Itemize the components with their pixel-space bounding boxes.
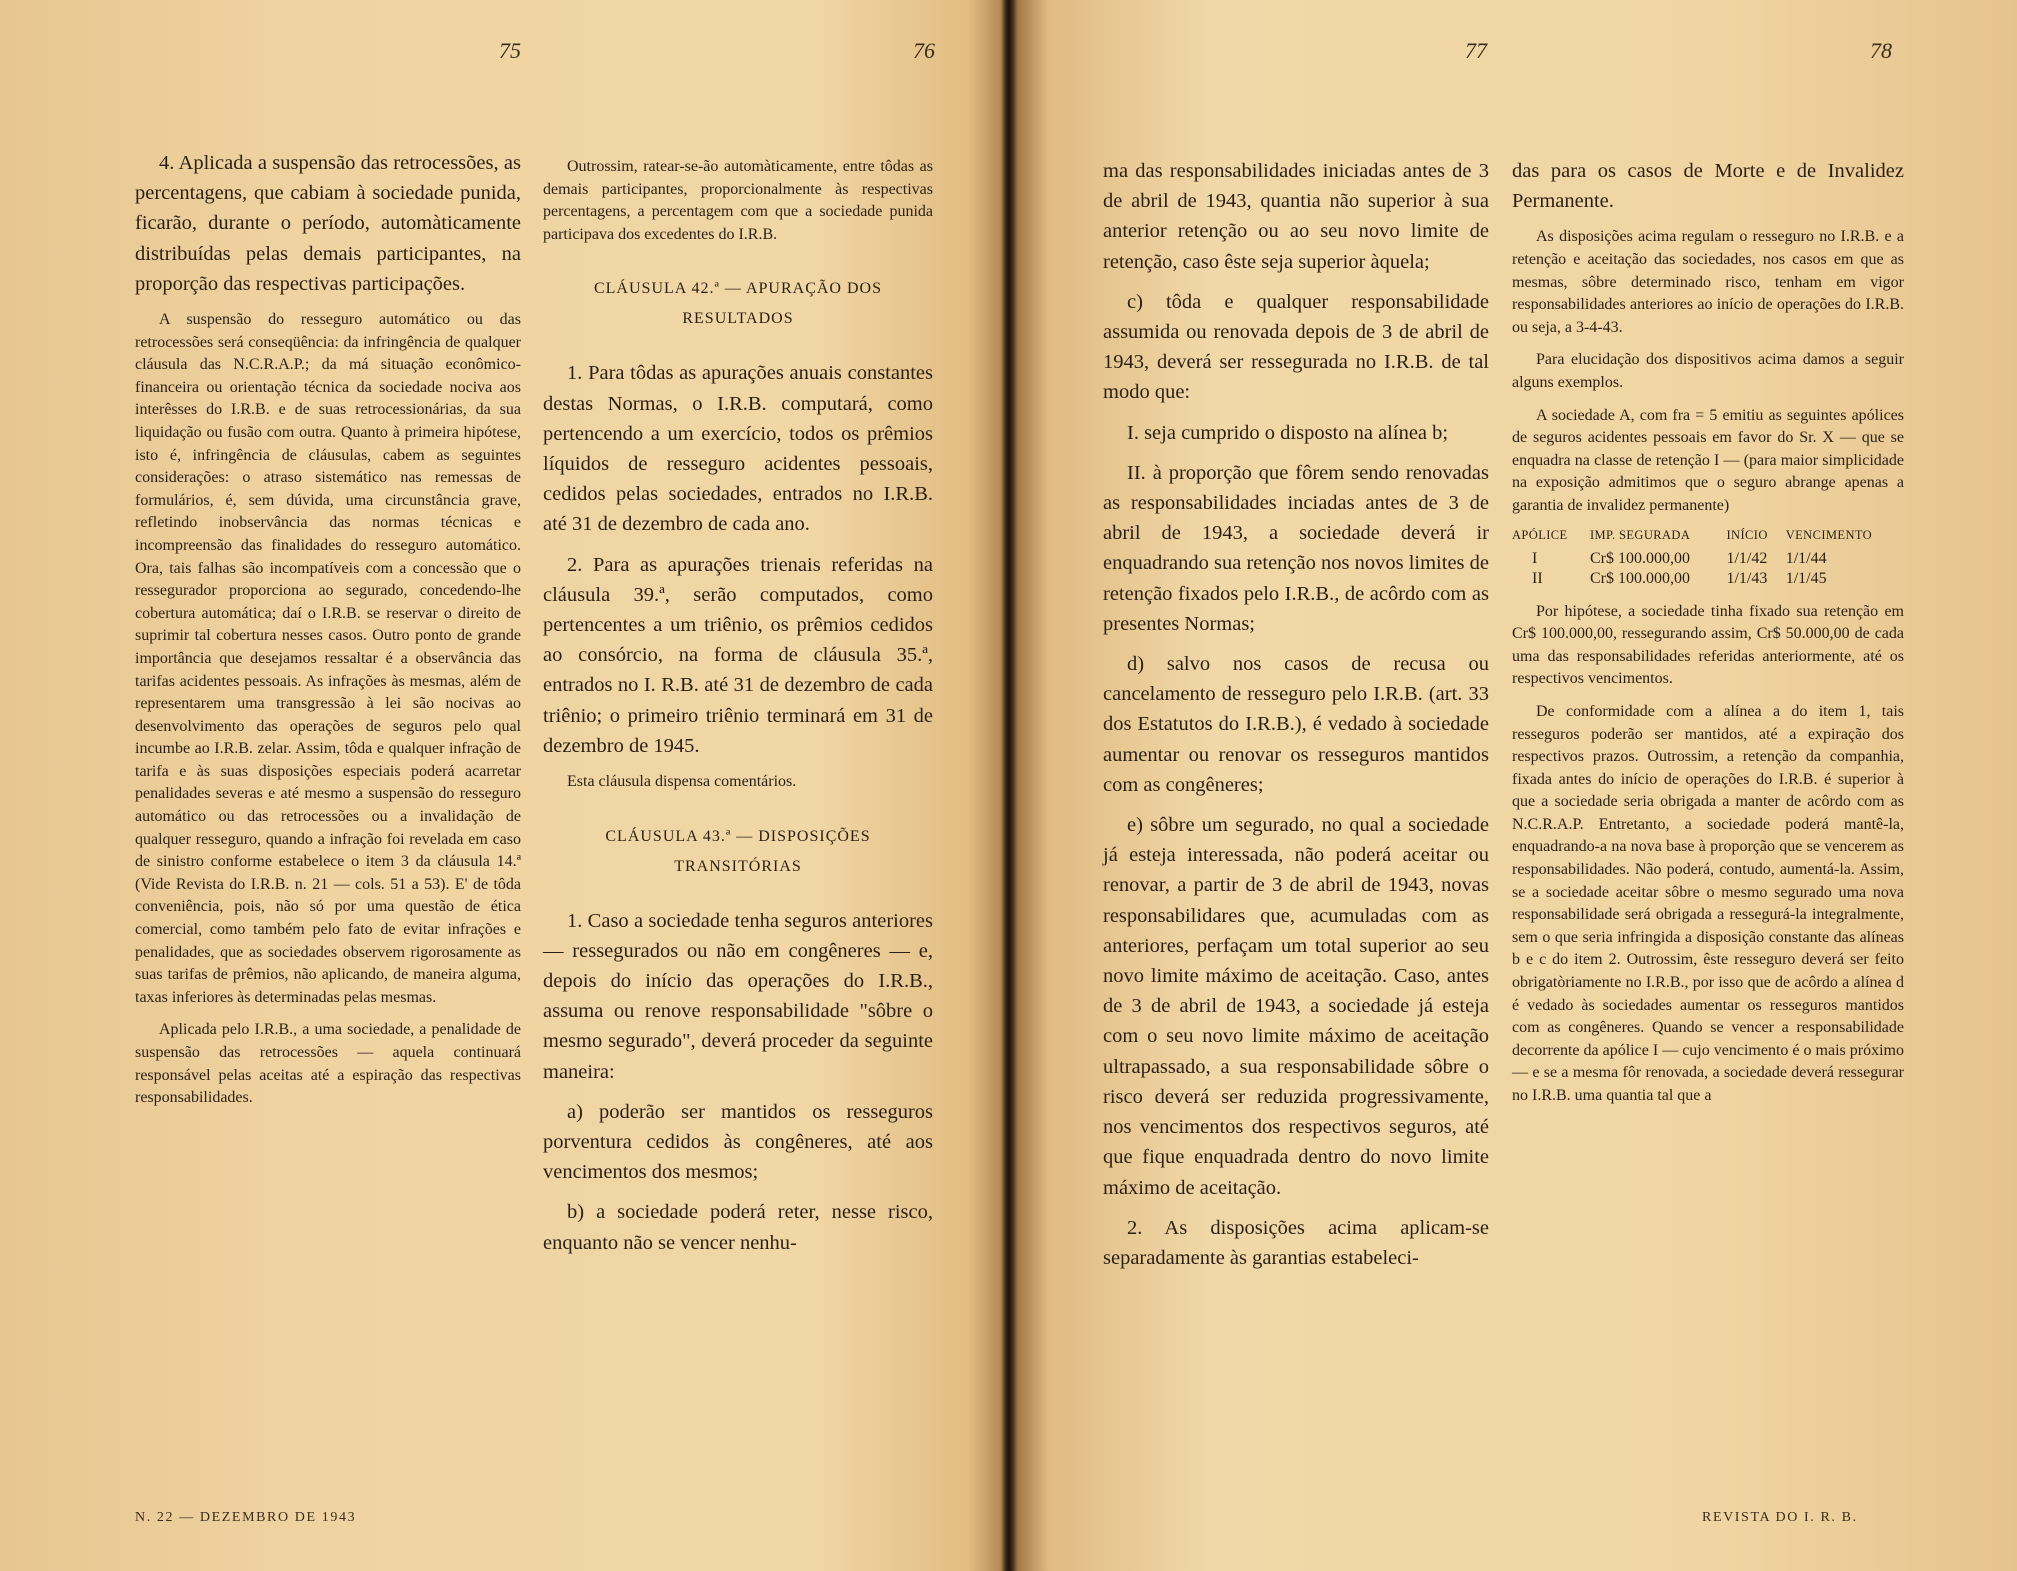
table-cell: II: [1532, 569, 1543, 587]
table-cell: Cr$ 100.000,00: [1589, 549, 1690, 567]
page77-roman-1: I. seja cumprido o disposto na alínea b;: [1127, 421, 1449, 444]
page-75-column: [135, 148, 521, 1120]
page-number-78: 78: [1870, 38, 1892, 63]
page-76-column: [543, 156, 933, 1268]
table-cell: Cr$ 100.000,00: [1589, 569, 1690, 587]
page75-comment1: A suspensão do resseguro automático ou das retrocessões será conseqüência: da infringência de qualquer cláusula das N.C.R.A.P.; da má situação econômico-financeira ou orientação técnica da sociedade nociva aos interêsses do I.R.B. e de suas retrocessionárias, da sua liquidação ou fusão com outra. Quanto à primeira hipótese, isto é, infringência de cláusulas, cabem as seguintes considerações: o atraso sistemático nas remessas de formulários, é, sem dúvida, uma circunstância grave, refletindo inobservância das normas técnicas e incompreensão das finalidades do resseguro automático. Ora, tais falhas são incompatíveis com a concessão que o ressegurador proporciona ao segurado, concedendo-lhe cobertura automática; daí o I.R.B. se reservar o direito de suprimir tal cobertura nesses casos. Outro ponto de grande importância que desejamos ressaltar é a observância das tarifas acidentes pessoais. As infrações às mesmas, além de representarem uma transgressão à lei são nocivas ao desenvolvimento das operações de seguros pelo qual incumbe ao I.R.B. zelar. Assim, tôda e qualquer infração de tarifa e às suas disposições especiais poderá acarretar penalidades severas e até mesmo a suspensão do resseguro automático ou das retrocessões ou a invalidação de qualquer resseguro, quando a infração foi revelada em caso de sinistro conforme estabelece o item 3 da cláusula 14.ª (Vide Revista do I.R.B. n. 21 — cols. 51 a 53). E' de tôda conveniência, pois, não só por uma questão de ética comercial, como também pelo fato de evitar infrações e penalidades, que as sociedades observem rigorosamente as suas tarifas de prêmios, não aplicando, de maneira alguma, taxas inferiores às determinadas pelas mesmas.: [135, 311, 521, 1006]
page76-intro: Outrossim, ratear-se-ão automàticamente, entre tôdas as demais participantes, proporcionalmente às respectivas percentagens, a percentagem com que a sociedade punida participava dos excedentes do I.R.B.: [543, 158, 933, 243]
policy-table-header-cell: APÓLICE: [1512, 527, 1568, 542]
page75-item4: 4. Aplicada a suspensão das retrocessões, as percentagens, que cabiam à sociedade punida, ficarão, durante o período, automàticamente distribuídas pelas demais participantes, na proporção das respectivas participações.: [135, 152, 521, 295]
page78-p1: As disposições acima regulam o resseguro no I.R.B. e a retenção e aceitação das sociedades, nos casos em que as mesmas, sôbre determinado risco, tenham em vigor responsabilidades anteriores ao início de operações do I.R.B. ou seja, a 3-4-43.: [1512, 228, 1904, 336]
clause43-a: a) poderão ser mantidos os resseguros porventura cedidos às congêneres, até aos vencimentos dos mesmos;: [543, 1100, 933, 1184]
clause43-item1: 1. Caso a sociedade tenha seguros anteriores — ressegurados ou não em congêneres — e, depois do início das operações do I.R.B., assuma ou renove responsabilidade "sôbre o mesmo segurado", deverá proceder da seguinte maneira:: [543, 909, 933, 1083]
clause-42-heading: [543, 274, 933, 334]
policy-table-header-cell: IMP. SEGURADA: [1589, 527, 1691, 542]
clause-43-heading: [543, 822, 933, 882]
table-cell: 1/1/42: [1726, 549, 1768, 567]
policy-table-header-cell: INÍCIO: [1726, 527, 1768, 542]
page-number-76: 76: [913, 38, 935, 63]
clause43-b: b) a sociedade poderá reter, nesse risco, enquanto não se vencer nenhu-: [543, 1201, 933, 1254]
page75-comment2: Aplicada pelo I.R.B., a uma sociedade, a penalidade de suspensão das retrocessões — aquela continuará responsável pelas aceitas até a espiração das respectivas responsabilidades.: [135, 1021, 521, 1107]
page78-continuation: das para os casos de Morte e de Invalidez Permanente.: [1512, 160, 1904, 213]
table-cell: I: [1532, 549, 1538, 567]
clause-43-heading-line1: CLÁUSULA 43.ª — DISPOSIÇÕES: [605, 827, 871, 845]
footer-right: REVISTA DO I. R. B.: [1702, 1510, 1858, 1525]
table-row: [1512, 549, 1904, 569]
clause-42-heading-line2: RESULTADOS: [682, 310, 794, 328]
table-cell: 1/1/44: [1785, 549, 1827, 567]
page78-p4: Por hipótese, a sociedade tinha fixado sua retenção em Cr$ 100.000,00, ressegurando assim, Cr$ 50.000,00 de cada uma das responsabilidades referidas anteriormente, até os respectivos vencimentos.: [1512, 602, 1904, 688]
table-cell: 1/1/43: [1726, 569, 1768, 587]
page-number-77: 77: [1465, 38, 1487, 63]
clause-42-heading-line1: CLÁUSULA 42.ª — APURAÇÃO DOS: [593, 280, 882, 298]
policy-table-header-cell: VENCIMENTO: [1785, 527, 1873, 542]
table-row: [1512, 569, 1904, 589]
page78-p5: De conformidade com a alínea a do item 1, tais resseguros poderão ser mantidos, até a expiração dos respectivos prazos. Outrossim, a retenção da companhia, fixada antes do início de operações do I.R.B. é superior à que a sociedade seria obrigada a manter de acôrdo com as N.C.R.A.P. Entretanto, a sociedade poderá mantê-la, enquadrando-a na nova base à proporção que se vencerem as responsabilidades. Não poderá, contudo, aumentá-la. Assim, se a sociedade aceitar sôbre o mesmo segurado uma nova responsabilidade será obrigada a ressegurá-la integralmente, sem o que seria infringida a disposição constante das alíneas b e c do item 2. Outrossim, êste resseguro deverá ser feito obrigatòriamente no I.R.B., por isso que de acôrdo a alínea d é vedado às sociedades aumentar os resseguros mantidos com as congêneres. Quando se vencer a responsabilidade decorrente da apólice I — cujo vencimento é o mais próximo — e se a mesma fôr renovada, a sociedade deverá ressegurar no I.R.B. uma quantia tal que a: [1512, 702, 1904, 1104]
page77-continuation: ma das responsabilidades iniciadas antes de 3 de abril de 1943, quantia não superior à sua anterior retenção ou ao seu novo limite de retenção, caso êste seja superior àquela;: [1103, 160, 1489, 273]
page-77-column: [1103, 156, 1489, 1283]
policy-table: [1512, 528, 1904, 589]
clause42-item2: 2. Para as apurações trienais referidas na cláusula 39.ª, serão computados, como pertencentes a um triênio, os prêmios cedidos ao consórcio, na forma de cláusula 35.ª, entrados no I. R.B. até 31 de dezembro de cada triênio; o primeiro triênio terminará em 31 de dezembro de 1945.: [543, 553, 933, 757]
book-spine: [1002, 0, 1016, 1571]
policy-table-header: [1512, 528, 1904, 549]
page77-roman-2: II. à proporção que fôrem sendo renovadas as responsabilidades inciadas antes de 3 de abril de 1943, a sociedade deverá ir enquadrando sua retenção nos novos limites de retenção fixados pelo I.R.B., de acôrdo com as presentes Normas;: [1103, 461, 1489, 635]
clause-43-heading-line2: TRANSITÓRIAS: [674, 857, 802, 875]
page78-p2: Para elucidação dos dispositivos acima damos a seguir alguns exemplos.: [1512, 351, 1904, 391]
page77-item2: 2. As disposições acima aplicam-se separadamente às garantias estabeleci-: [1103, 1216, 1489, 1269]
clause42-item1: 1. Para tôdas as apurações anuais constantes destas Normas, o I.R.B. computará, como pertencendo a um exercício, todos os prêmios líquidos de resseguro acidentes pessoais, cedidos pelas sociedades, entrados no I.R.B. até 31 de dezembro de cada ano.: [543, 362, 933, 536]
page77-c: c) tôda e qualquer responsabilidade assumida ou renovada depois de 3 de abril de 1943, deverá ser ressegurada no I.R.B. de tal modo que:: [1103, 290, 1489, 404]
page78-p3: A sociedade A, com fra = 5 emitiu as seguintes apólices de seguros acidentes pessoais em favor do Sr. X — que se enquadra na classe de retenção I — (para maior simplicidade na exposição admitimos que o seguro abrange apenas a garantia de invalidez permanente): [1512, 406, 1904, 514]
page77-d: d) salvo nos casos de recusa ou cancelamento de resseguro pelo I.R.B. (art. 33 dos Estatutos do I.R.B.), é vedado à sociedade aumentar ou renovar os resseguros mantidos com as congêneres;: [1103, 653, 1489, 796]
page-78-column: [1512, 156, 1904, 1118]
page77-e: e) sôbre um segurado, no qual a sociedade já esteja interessada, não poderá aceitar ou renovar, a partir de 3 de abril de 1943, novas responsabilidares que, acumuladas com as anteriores, perfaçam um total superior ao seu novo limite máximo de aceitação. Caso, antes de 3 de abril de 1943, a sociedade já esteja com o seu novo limite máximo de aceitação ultrapassado, a sua responsabilidade sôbre o risco deverá ser reduzida progressivamente, nos vencimentos dos respectivos seguros, até que fique enquadrada dentro do novo limite máximo de aceitação.: [1103, 814, 1489, 1199]
page-number-75: 75: [499, 38, 521, 63]
footer-left: N. 22 — DEZEMBRO DE 1943: [135, 1510, 357, 1525]
clause42-comment: Esta cláusula dispensa comentários.: [567, 773, 797, 791]
table-cell: 1/1/45: [1785, 569, 1827, 587]
